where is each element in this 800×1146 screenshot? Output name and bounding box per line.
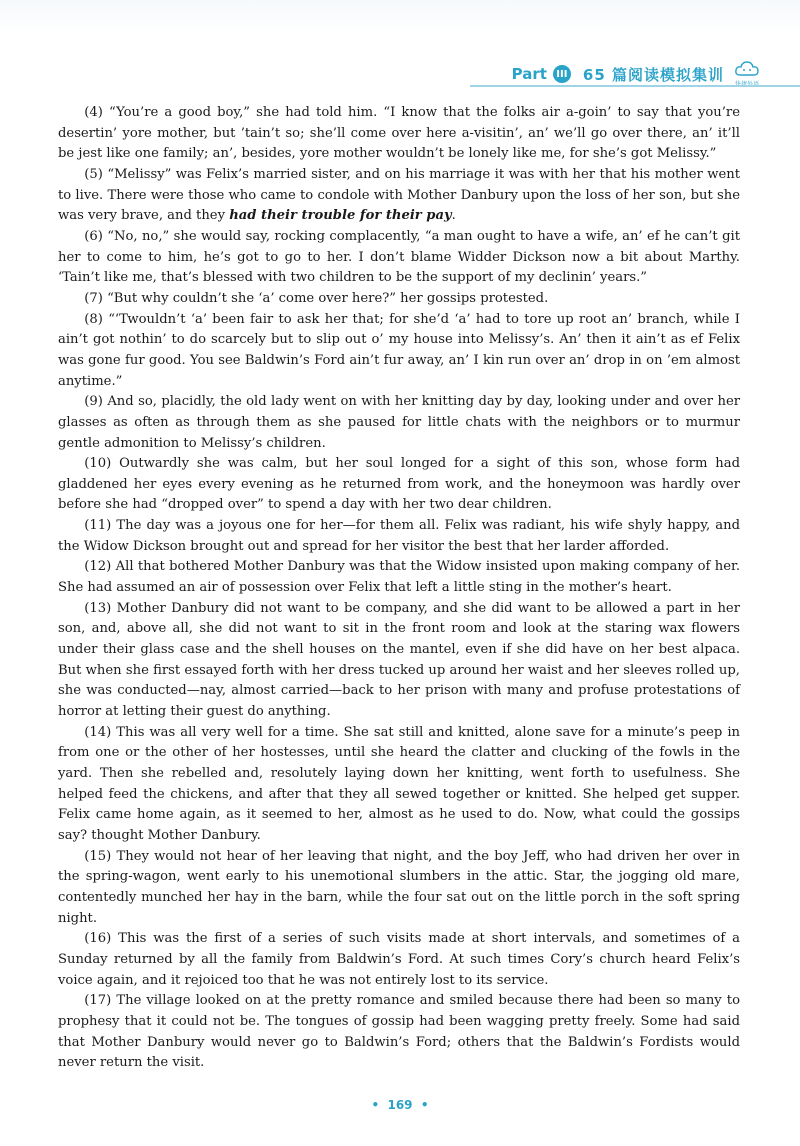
top-band [0,0,800,36]
article-body [58,103,740,1074]
page-number-dot-left: • [371,1098,388,1112]
paragraph-16: (16) This was the first of a series of such visits made at short intervals, and sometimes of a Sunday returned by all the family from Baldwin’s Ford. At such times Cory’s church heard Felix’s voice again, and it rejoiced too that he was not entirely lost to its service. [58,931,740,988]
paragraph-17: (17) The village looked on at the pretty romance and smiled because there had been so many to prophesy that it could not be. The tongues of gossip had been wagging pretty freely. Some had said that Mother Danbury would never go to Baldwin’s Ford; others that the Baldwin’s Fordists would never return the visit. [58,993,740,1071]
header-rule [470,85,800,87]
paragraph-8: (8) “‘Twouldn’t ‘a’ been fair to ask her that; for she’d ‘a’ had to tore up root an’ branch, while I ain’t got nothin’ to do scarcely but to slip out o’ my house into Melissy’s. An’ then it ain’t as ef Felix was gone fur good. You see Baldwin’s Ford ain’t fur away, an’ I kin run over an’ drop in on ’em almost anytime.” [58,311,740,389]
paragraph-14: (14) This was all very well for a time. She sat still and knitted, alone save for a minute’s peep in from one or the other of her hostesses, until she heard the clatter and clucking of the fowls in the yard. Then she rebelled and, resolutely laying down her knitting, went forth to usefulness. She helped feed the chickens, and after that they all sewed together or knitted. She helped get supper. Felix came home again, as it seemed to her, almost as he used to do. Now, what could the gossips say? thought Mother Danbury. [58,724,740,843]
page-number [0,1098,800,1112]
paragraph-11: (11) The day was a joyous one for her—for them all. Felix was radiant, his wife shyly happy, and the Widow Dickson brought out and spread for her visitor the best that her larder afforded. [58,518,740,554]
page-number-dot-right: • [412,1098,429,1112]
paragraph-15: (15) They would not hear of her leaving that night, and the boy Jeff, who had driven her over in the spring-wagon, went early to his unemotional slumbers in the attic. Star, the jogging old mare, contentedly munched her hay in the barn, while the four sat out on the little porch in the soft spring night. [58,848,740,926]
publisher-logo [732,60,762,88]
part-label: Part [511,65,547,83]
paragraph-10: (10) Outwardly she was calm, but her soul longed for a sight of this son, whose form had gladdened her eyes every evening as he returned from work, and the honeymoon was hardly over before she had “dropped over” to spend a day with her two dear children. [58,456,740,513]
paragraph-6: (6) “No, no,” she would say, rocking complacently, “a man ought to have a wife, an’ ef he can’t git her to come to him, he’s got to go to her. I don’t blame Widder Dickson now a bit about Marthy. ‘Tain’t like me, that’s blessed with two children to be the support of my declinin’ years.” [58,228,740,286]
part-number-badge: III [553,65,571,83]
paragraph-7: (7) “But why couldn’t she ‘a’ come over here?” her gossips protested. [84,290,549,306]
paragraph-9: (9) And so, placidly, the old lady went on with her knitting day by day, looking under and over her glasses as often as through them as she paused for little chats with the neighbors or to murmur gentle admonition to Melissy’s children. [58,394,740,451]
paragraph-5: (5) “Melissy” was Felix’s married sister, and on his marriage it was with her that his mother went to live. There were those who came to condole with Mother Danbury upon the loss of her son, but she was very brave, and they had their trouble for their pay. [58,166,740,224]
emphasized-phrase: had their trouble for their pay [229,208,452,224]
book-title: 65 篇阅读模拟集训 [582,65,724,84]
running-header [512,60,762,88]
page-number-value: 169 [387,1098,413,1112]
paragraph-4: (4) “You’re a good boy,” she had told him. “I know that the folks air a-goin’ to say that you’re desertin’ yore mother, but ’tain’t so; she’ll come over here a-visitin’, an’ we’ll go over there, an’ it’ll be jest like one family; an’, besides, yore mother wouldn’t be lonely like me, for she’s got Melissy.” [58,105,740,162]
paragraph-12: (12) All that bothered Mother Danbury was that the Widow insisted upon making company of her. She had assumed an air of possession over Felix that left a little sting in the mother’s heart. [58,559,740,596]
paragraph-13: (13) Mother Danbury did not want to be company, and she did want to be allowed a part in her son, and, above all, she did not want to sit in the front room and look at the staring wax flowers under their glass case and the shell houses on the mantel, even if she did have on her best alpaca. But when she first essayed forth with her dress tucked up around her waist and her sleeves rolled up, she was conducted—nay, almost carried—back to her prison with many and profuse protestations of horror at letting their guest do anything. [58,600,740,720]
cloud-logo-icon [734,60,760,78]
